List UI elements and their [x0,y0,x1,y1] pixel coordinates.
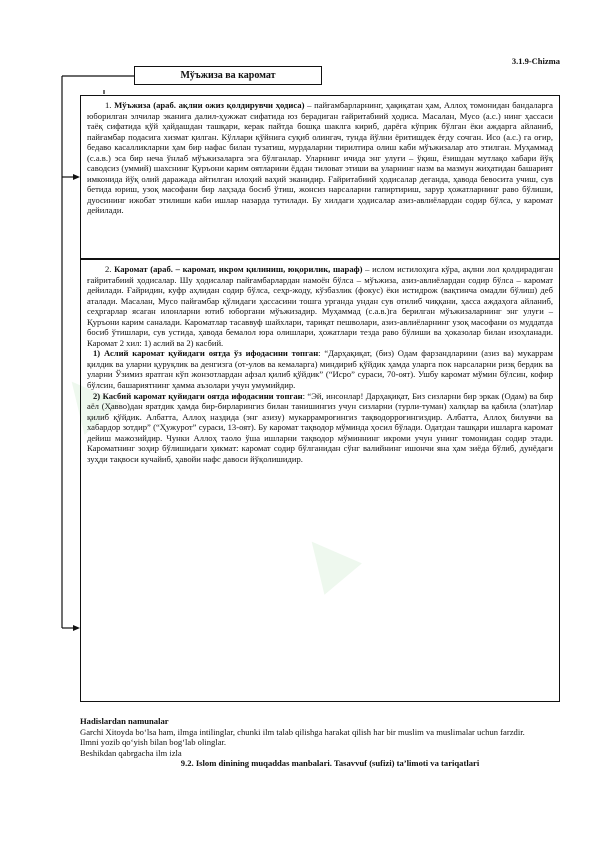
karamat-sub2-term: 2) Касбий каромат қуйидаги оятда ифодасини топган [93,390,303,401]
watermark: ▲ [41,352,128,442]
miracle-term: Мўъжиза (араб. ақлни ожиз қолдирувчи ҳодиса) [114,100,305,110]
figure-label: 3.1.9-Chizma [511,56,560,66]
karamat-sub1-term: 1) Аслий каромат қуйидаги оятда ўз ифодасини топган [93,348,319,359]
section-title: 9.2. Islom dinining muqaddas manbalari. Tasavvuf (sufizi) ta’limoti va tariqatlari [180,758,480,769]
box-karamat [80,259,560,702]
hadith-section [80,716,560,769]
miracle-text: – пайғамбарларнинг, ҳақиқатан ҳам, Аллоҳ томонидан бандаларга юборилган элчилар эканига далил-ҳужжат сифатида юз берадиган ғайритабиий ҳодиса. Масалан, Мусо (а.с.) нинг ҳассаси таёқ сифатида қўй ҳайдашдан ташқари, керак пайтда бошқа шаклга кириб, дарёга кўприк бўлган ёки аждарга айланиб, пайғамбар подасига хизмат қилган. Кўллари қўйнига суқиб олингач, тунда йўлни ёритишдек ёғду сочган. Исо (а.с.) га оғир, бедаво касалликларни ҳам бир нафас билан тузатиш, мурдаларни тирилтира олиш каби мўъжизалар ато этилган. Муҳаммад (с.а.в.) эса бир неча ўнлаб мўъжизаларга эга бўлганлар. Уларнинг ичида энг улуғи – ўқиш, ёзишдан мутлақо хабари йўқ саводсиз (уммий) шахснинг Қуръони карим оятларини ёддан тиловат этиши ва уларнинг назм ва мазмун жиҳатидан башарият имконида йўқ олий даражада айтилган илоҳий ваҳий эканидир. Ғайритабиий ҳодисалар деганда, ҳавода бевосита учиш, сув бетида юриш, узоқ масофани бир лаҳзада босиб ўтиш, жонсиз нарсаларни гапиртириш, зарур ҳожатларнинг раво бўлиши, дуосининг ижобат этилиши каби ишлар назарда тутилади. Бу хилдаги ҳодисалар азиз-авлиёлардан содир бўлса, у каромат дейилади. [87,100,553,216]
watermark: ▲ [281,512,368,602]
box-miracle [80,95,560,259]
hadith-line-3: Beshikdan qabrgacha ilm izla [80,747,182,758]
diagram-title: Мўъжиза ва каромат [134,66,322,85]
karamat-sub2 [87,391,553,465]
miracle-number: 1. [105,100,112,110]
karamat-number: 2. [105,264,112,274]
karamat-text: – ислом истилоҳига кўра, ақлни лол қолдирадиган ғайритабиий ҳодисалар. Шу ҳодисалар пайғамбарлардан намоён бўлса – мўъжиза, азиз-авлиёлардан содир бўлса – каромат дейилади. Ғайридин, куфр аҳлидан содир бўлса, сеҳр-жоду, кўзбазлик (фокус) ёки истидрож (вақтинча омадли бўлиш) деб аталади. Масалан, Мусо пайғамбар қўлидаги ҳассасини тошга урганда ундан сув отилиб чиққани, ҳасса аждаҳога айланиб, сеҳргарлар ясаган илонларни ютиб юборгани мўъжизадир. Муҳаммад (с.а.в.)га берилган мўъжизаларнинг энг улуғи – Қуръони карим саналади. Кароматлар тасаввуф шайхлари, тариқат пешволари, азиз-авлиёларнинг узоқ масофани оз муддатда босиб ўтишлари, сув устида, ҳавода бемалол юра олишлари, ҳожатлари тезда раво бўлиши ва ҳоказолар билан изоҳланади. Каромат 2 хил: 1) аслий ва 2) касбий. [87,264,553,348]
hadith-line-2: Ilmni yozib qo‘yish bilan bog‘lab olinglar. [80,737,227,748]
hadith-heading: Hadislardan namunalar [80,716,169,726]
karamat-sub2-text: : “Эй, инсонлар! Дарҳақиқат, Биз сизларни бир эркак (Одам) ва бир аёл (Ҳавво)дан яратдик ҳамда бир-бирларингиз билан танишингиз учун сизларни (турли-туман) халқлар ва қабила (элат)лар қилиб қўйдик. Албатта, Аллоҳ наздида (энг азизу) мукаррамроғингиз тақводорроғингиздир. Албатта, Аллоҳ билувчи ва хабардор зотдир” (“Ҳужурот” сураси, 13-оят). Бу каромат тақводор мўминда ҳосил бўлади. Одатдан ташқари ишларга каромат дейиш мажозийдир. Чунки Аллоҳ таоло ўша ишларни тақводор мўминнинг икроми учун унинг томонидан содир этади. Кароматнинг зоҳир бўлишидаги ҳикмат: каромат содир бўлганидан сўнг валийнинг ишончи яна ҳам зиёда бўлиб, дунёдаги зуҳди тақвоси кучайиб, ҳавойи нафс давоси йўқолишидир. [87,390,554,464]
hadith-line-1: Garchi Xitoyda bo‘lsa ham, ilmga intilinglar, chunki ilm talab qilishga harakat qilish har bir muslim va muslimalar uchun farzdir. [80,726,525,737]
miracle-paragraph [87,100,553,216]
karamat-sub1 [87,348,553,390]
karamat-sub1-text: : “Дарҳақиқат, (биз) Одам фарзандларини (азиз ва) мукаррам қилдик ва уларни қуруқлик ва денгизга (от-улов ва кемаларга) миндириб қўйдик ҳамда уларга пок нарсаларни ризқ бердик ва уларни Ўзимиз яратган кўп жонзотлардан афзал қилиб қўйдик” (“Исро” сураси, 70-оят). Ушбу каромат мўмин бўлсин, кофир бўлсин, башариятнинг ҳамма аъзолари учун умумийдир. [87,348,553,391]
karamat-term: Каромат (араб. – каромат, икром қилиниш, юқорилик, шараф) [114,264,363,274]
karamat-paragraph [87,264,553,348]
